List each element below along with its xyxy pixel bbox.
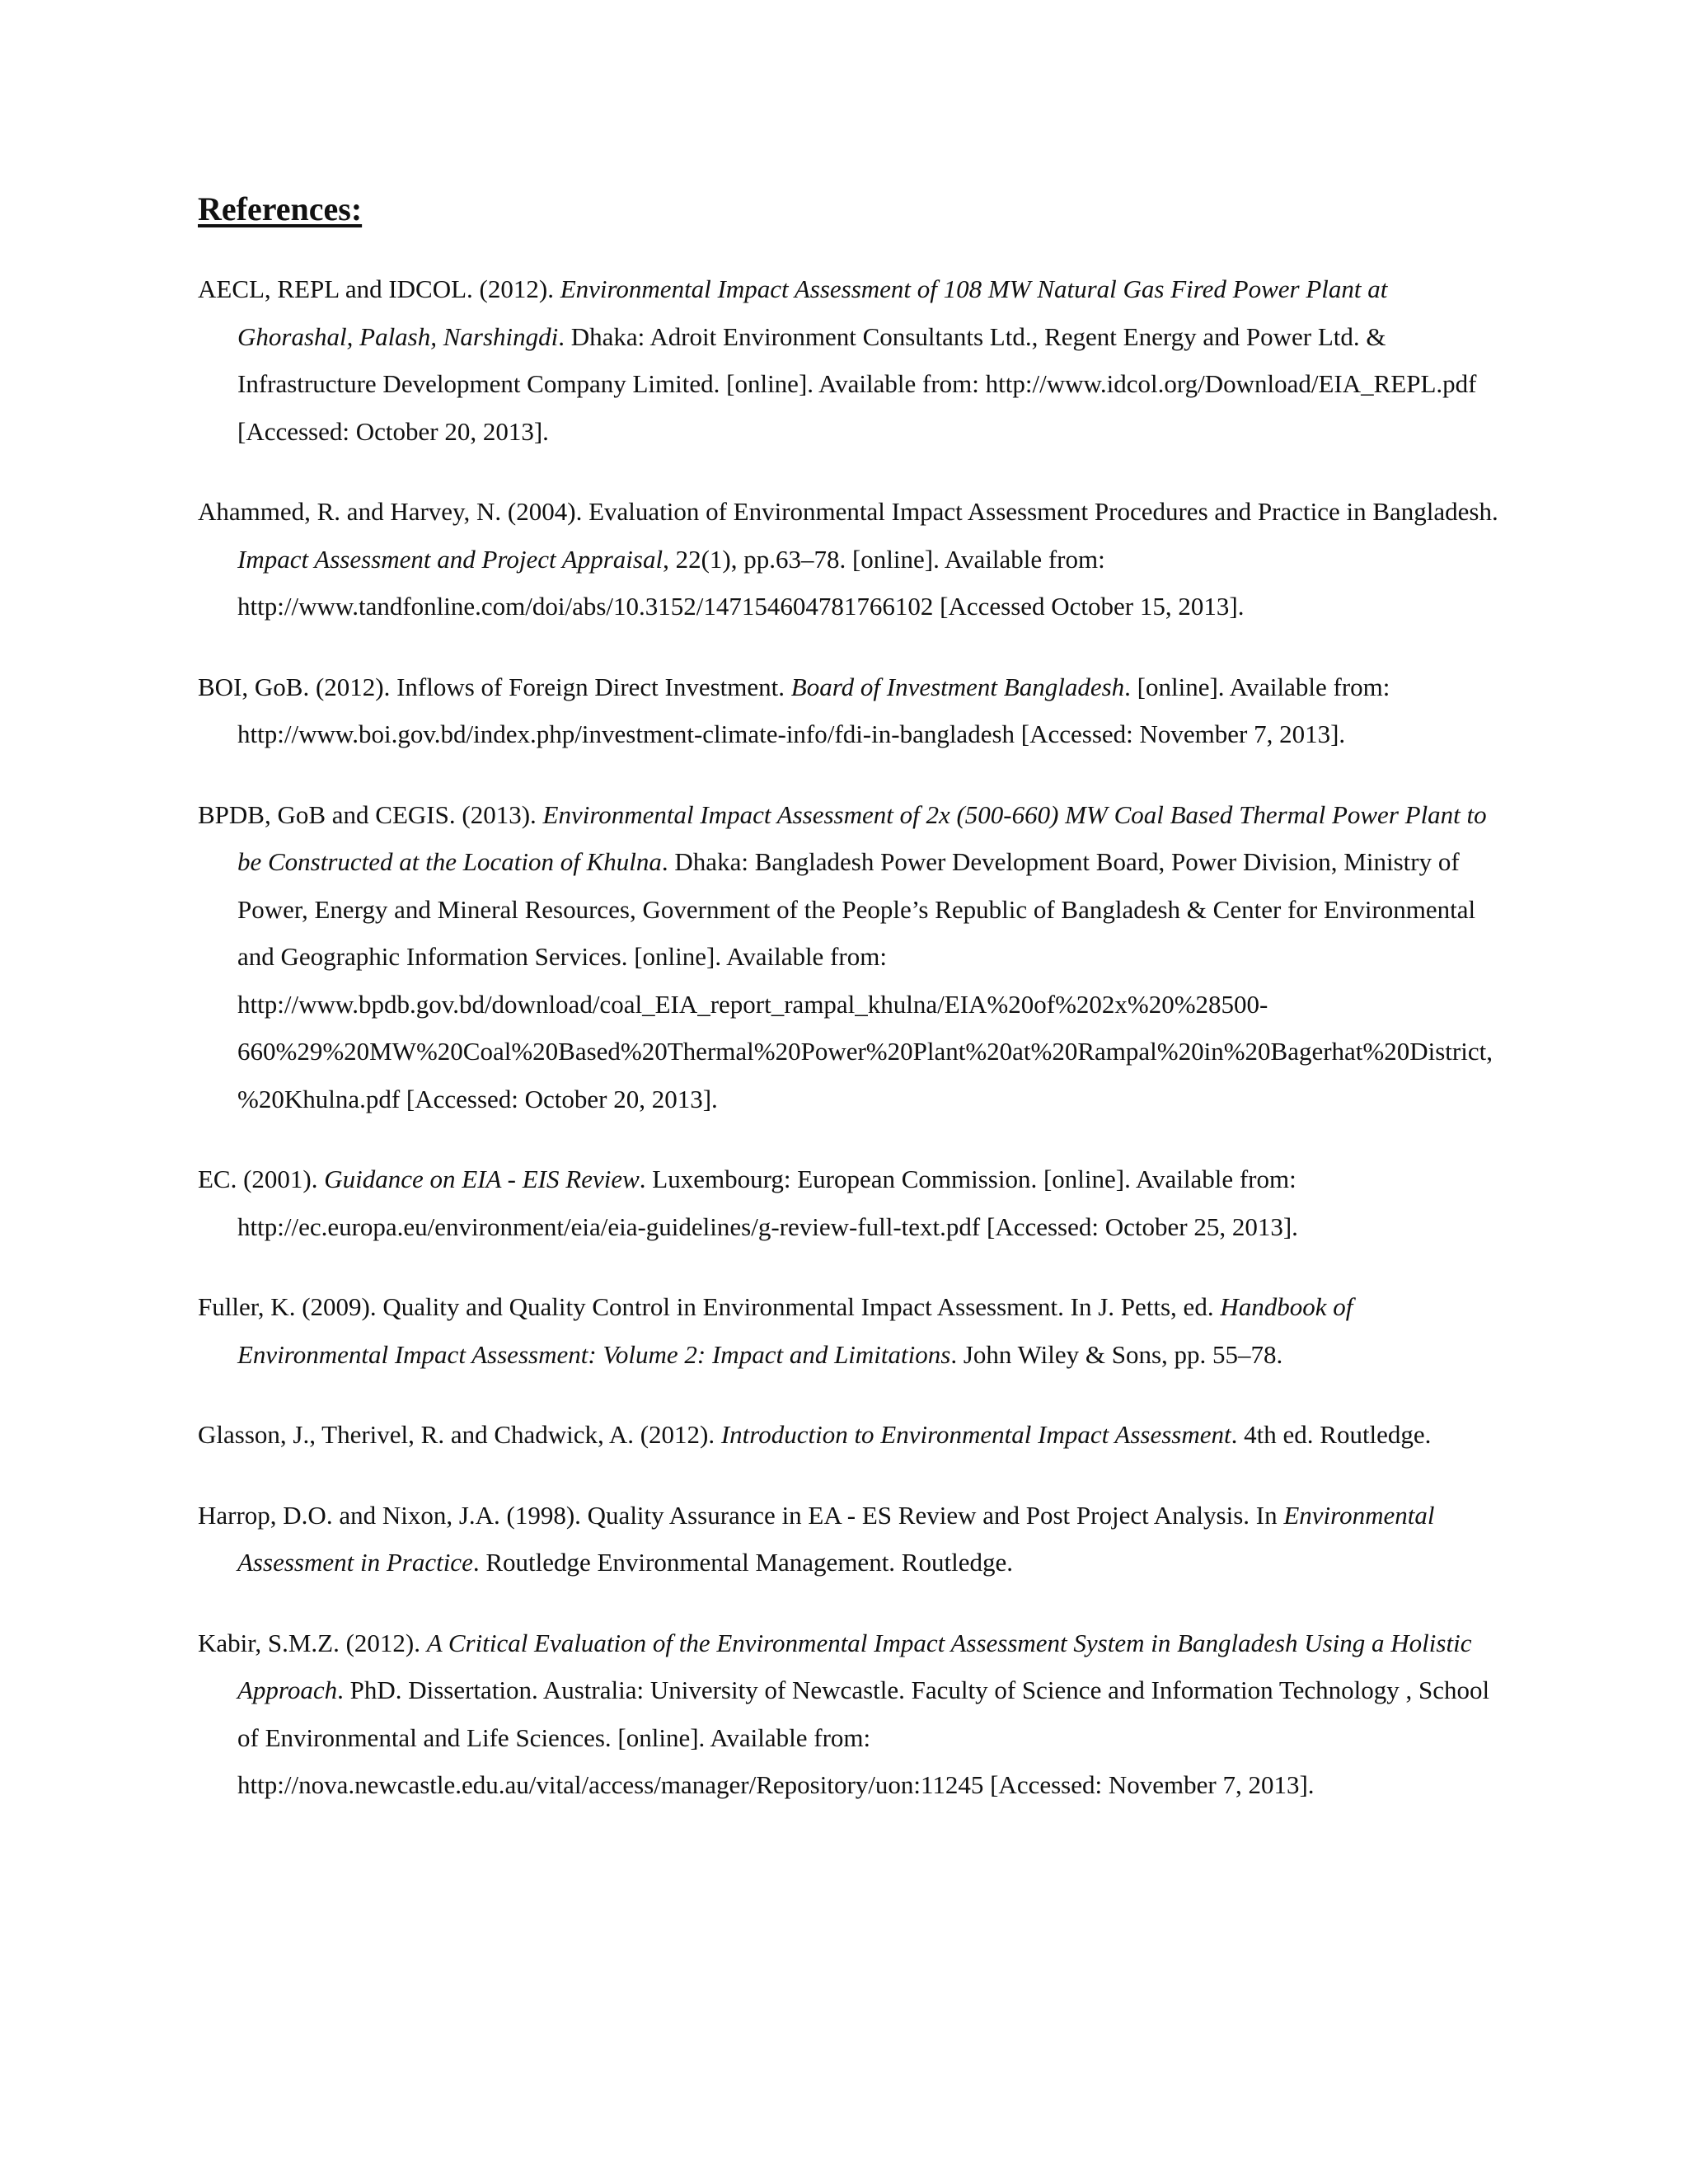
reference-title: Environmental Assessment in Practice [237,1500,1435,1577]
reference-text: . [online]. Available from: http://www.boi.gov.bd/index.php/investment-climate-info/fdi-in-bangladesh [Accessed: November 7, 2013]. [237,672,1390,748]
references-page [198,190,1500,1842]
reference-text: EC. (2001). [198,1165,325,1193]
reference-text: . 4th ed. Routledge. [1231,1420,1432,1449]
reference-text: . Dhaka: Bangladesh Power Development Board, Power Division, Ministry of Power, Energy and Mineral Resources, Government of the People’s Republic of Bangladesh & Center for Environmental and Geographic Information Services. [online]. Available from: http://www.bpdb.gov.bd/download/coal_EIA_report_rampal_khulna/EIA%20of%202x%20%28500-660%29%20MW%20Coal%20Based%20Thermal%20Power%20Plant%20at%20Rampal%20in%20Bagerhat%20District,%20Khulna.pdf [Accessed: October 20, 2013]. [237,847,1493,1113]
reference-text: BPDB, GoB and CEGIS. (2013). [198,799,543,829]
reference-text: Fuller, K. (2009). Quality and Quality Control in Environmental Impact Assessment. In J. Petts, ed. [198,1292,1221,1321]
reference-entry-boi [198,663,1500,758]
reference-title: Impact Assessment and Project Appraisal [237,544,663,574]
reference-text: Kabir, S.M.Z. (2012). [198,1628,427,1657]
reference-entry-harrop [198,1492,1500,1586]
reference-text: BOI, GoB. (2012). Inflows of Foreign Direct Investment. [198,672,791,701]
references-heading: References: [198,190,363,227]
reference-title: A Critical Evaluation of the Environmental Impact Assessment System in Bangladesh Using a Holistic Approach [237,1628,1472,1704]
reference-text: Harrop, D.O. and Nixon, J.A. (1998). Quality Assurance in EA - ES Review and Post Project Analysis. In [198,1500,1284,1530]
reference-title: Introduction to Environmental Impact Assessment [720,1420,1231,1449]
reference-text: . Dhaka: Adroit Environment Consultants Ltd., Regent Energy and Power Ltd. & Infrastructure Development Company Limited. [online]. Available from: http://www.idcol.org/Download/EIA_REPL.pdf [Accessed: October 20, 2013]. [237,321,1477,446]
reference-entry-aecl [198,265,1500,455]
reference-entry-bpdb [198,791,1500,1123]
reference-entry-kabir [198,1619,1500,1809]
reference-title: Environmental Impact Assessment of 108 MW Natural Gas Fired Power Plant at Ghorashal, Palash, Narshingdi [237,274,1388,351]
reference-entry-glasson [198,1411,1500,1459]
reference-text: . John Wiley & Sons, pp. 55–78. [950,1339,1283,1369]
reference-entry-fuller [198,1283,1500,1378]
reference-title: Guidance on EIA - EIS Review [324,1165,640,1193]
reference-entry-ahammed [198,488,1500,630]
reference-text: Glasson, J., Therivel, R. and Chadwick, A. (2012). [198,1420,721,1449]
reference-title: Board of Investment Bangladesh [790,672,1125,701]
reference-text: . Luxembourg: European Commission. [online]. Available from: http://ec.europa.eu/environment/eia/eia-guidelines/g-review-full-text.pdf [Accessed: October 25, 2013]. [237,1165,1298,1241]
reference-text: . PhD. Dissertation. Australia: University of Newcastle. Faculty of Science and Information Technology , School of Environmental and Life Sciences. [online]. Available from: http://nova.newcastle.edu.au/vital/access/manager/Repository/uon:11245 [Accessed: November 7, 2013]. [237,1675,1490,1799]
reference-title: Environmental Impact Assessment of 2x (500-660) MW Coal Based Thermal Power Plant to be Constructed at the Location of Khulna [237,799,1487,876]
reference-text: AECL, REPL and IDCOL. (2012). [198,274,560,303]
reference-text: , 22(1), pp.63–78. [online]. Available from: http://www.tandfonline.com/doi/abs/10.3152/147154604781766102 [Accessed October 15, 2013]. [237,544,1245,621]
reference-text: Ahammed, R. and Harvey, N. (2004). Evaluation of Environmental Impact Assessment Procedures and Practice in Bangladesh. [198,497,1498,526]
reference-text: . Routledge Environmental Management. Routledge. [472,1548,1013,1577]
reference-title: Handbook of Environmental Impact Assessment: Volume 2: Impact and Limitations [237,1292,1353,1369]
reference-entry-ec [198,1155,1500,1250]
